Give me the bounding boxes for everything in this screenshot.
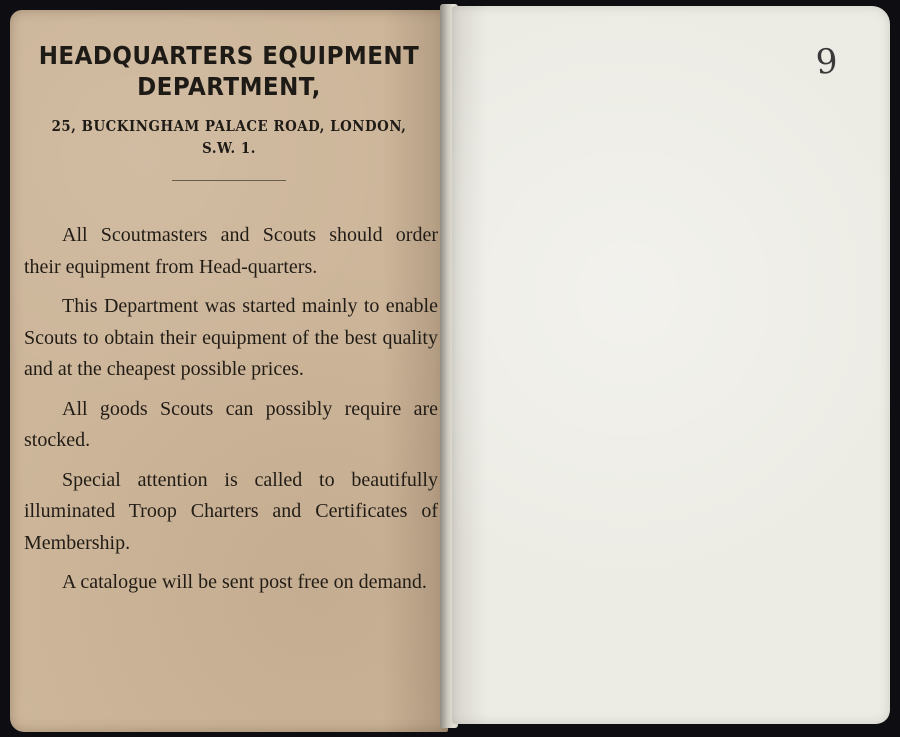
divider-rule: [172, 180, 286, 181]
title-line-2: DEPARTMENT,: [137, 72, 321, 101]
letterhead: [10, 40, 448, 181]
address-line-2: S.W. 1.: [202, 140, 256, 157]
handwritten-page-number: 9: [814, 41, 840, 83]
paragraph-department-purpose: This Department was started mainly to enable Scouts to obtain their equipment of the best quality and at the cheapest possible prices.: [24, 295, 438, 380]
paragraph-catalogue: A catalogue will be sent post free on demand.: [62, 571, 427, 593]
address: [28, 116, 431, 160]
address-line-1: 25, BUCKINGHAM PALACE ROAD, LONDON,: [51, 118, 407, 135]
left-page: [10, 10, 448, 732]
paragraph-order-equipment: All Scoutmasters and Scouts should order their equipment from Head-quarters.: [24, 224, 438, 278]
paragraph-goods-stocked: All goods Scouts can possibly require are stocked.: [24, 397, 438, 451]
department-title: [28, 40, 431, 102]
paragraph-troop-charters: Special attention is called to beautifully illuminated Troop Charters and Certificates of Membership.: [24, 468, 438, 554]
body-text: [24, 220, 438, 607]
right-page: [452, 6, 890, 724]
title-line-1: HEADQUARTERS EQUIPMENT: [38, 41, 420, 70]
